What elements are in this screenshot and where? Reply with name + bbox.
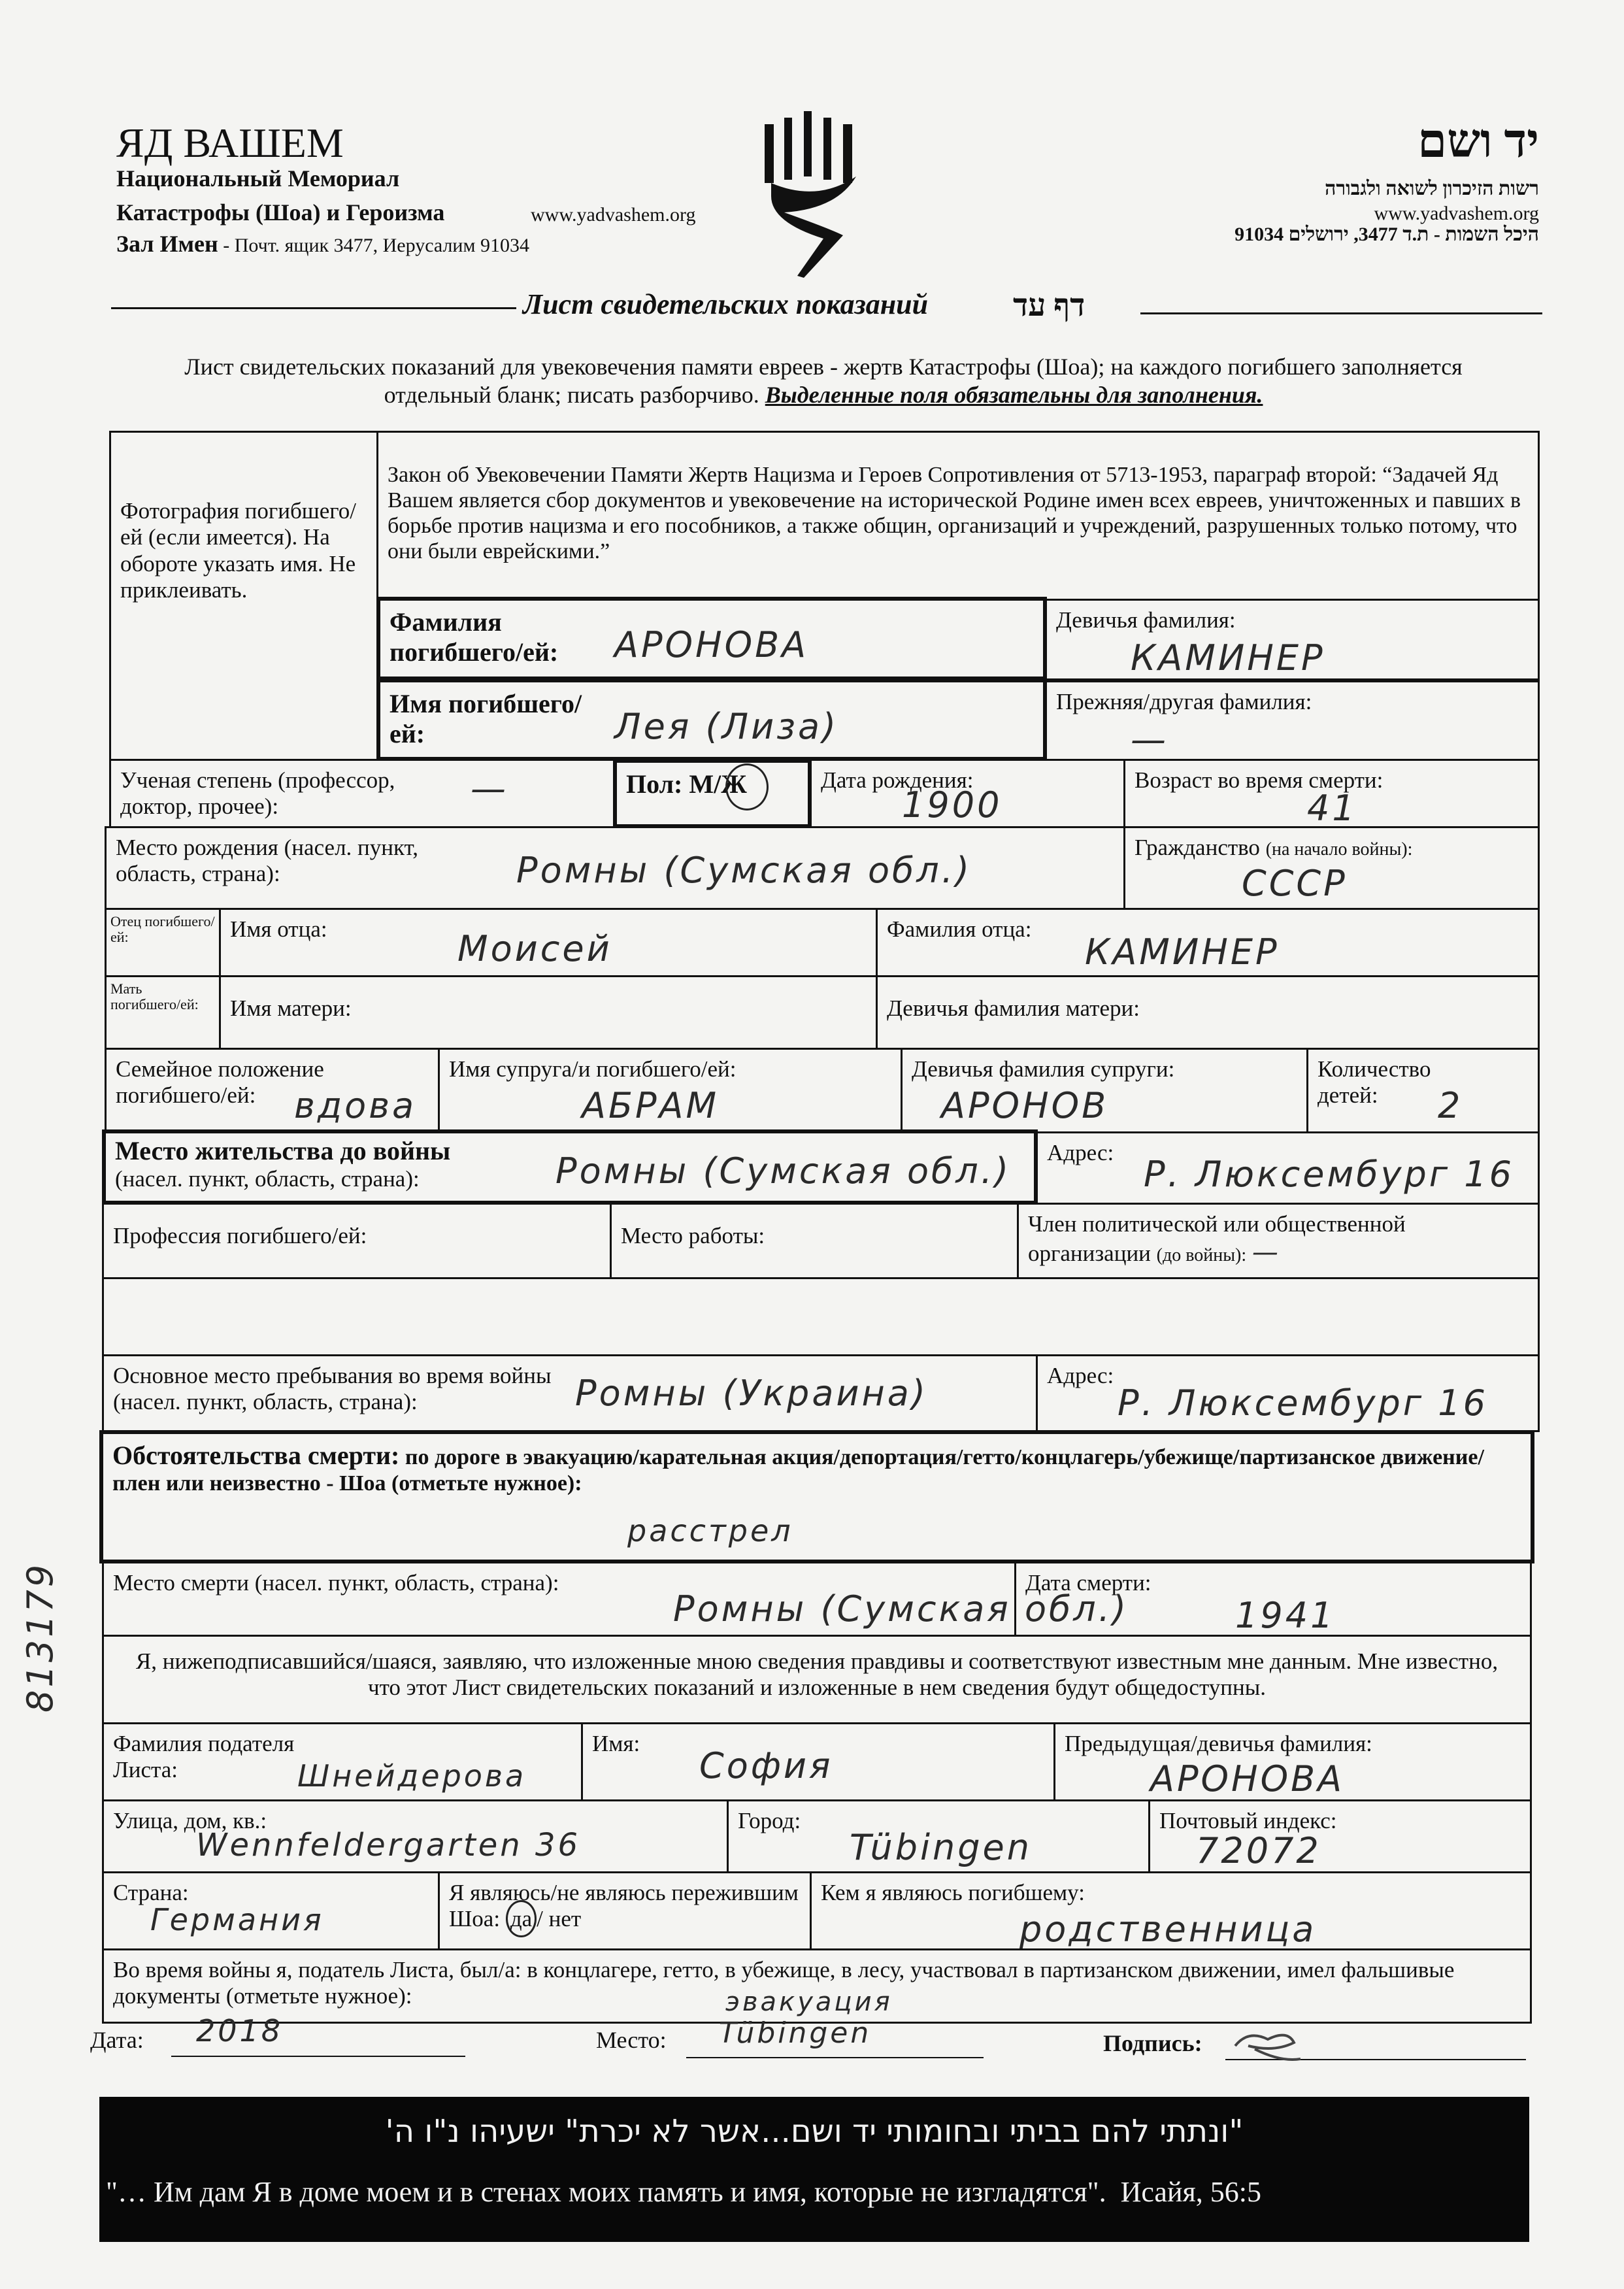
postcode-value: 72072 <box>1196 1830 1321 1871</box>
postcode-label: Почтовый индекс: <box>1159 1808 1337 1833</box>
org-name-ru: ЯД ВАШЕМ <box>116 120 344 166</box>
law-text-content: Закон об Увековечении Памяти Жертв Нацизма и Героев Сопротивления от 5713-1953, параграф второй: “Задачей Яд Вашем является сбор документов и увековечение на исторической Родине имен всех евреев, уничтоженных и павших в борьбе против нацизма и его пособников, а также общин, организаций и учреждений, разрушенных только потому, что они были еврейскими.” <box>388 463 1521 564</box>
quote-banner <box>99 2097 1529 2242</box>
photo-note: Фотография погибшего/ей (если имеется). На обороте указать имя. Не приклеивать. <box>120 498 356 603</box>
hall-label: Зал Имен <box>116 231 218 257</box>
degree-value: — <box>471 768 508 809</box>
submitter-surname-value: Шнейдерова <box>297 1758 527 1794</box>
banner-russian: "… Им дам Я в доме моем и в стенах моих память и имя, которые не изгладятся". <box>106 2176 1106 2208</box>
war-status-value: эвакуация <box>725 1987 893 2017</box>
sex-circle-mark <box>725 763 769 810</box>
date-line <box>171 2056 465 2057</box>
war-residence-value: Ромны (Украина) <box>575 1373 928 1414</box>
birth-place-label: Место рождения (насел. пункт, область, страна): <box>116 835 418 887</box>
relation-label: Кем я являюсь погибшему: <box>821 1880 1085 1905</box>
citizenship-label: Гражданство <box>1135 835 1260 860</box>
mother-maiden-field[interactable] <box>876 975 1540 1050</box>
intro-text <box>150 353 1497 409</box>
org-name-he: יד ושם <box>1417 115 1539 167</box>
first-name-label: Имя погибшего/ей: <box>389 689 582 748</box>
degree-field[interactable] <box>109 759 615 828</box>
title-rule-left <box>111 307 516 309</box>
survivor-label: Я являюсь/не являюсь пережившим Шоа: <box>449 1880 799 1932</box>
death-place-value: Ромны (Сумская обл.) <box>673 1588 1129 1629</box>
form-title: Лист свидетельских показаний <box>523 288 929 320</box>
org-he-line1: רשות הזיכרון לשואה ולגבורה <box>1325 178 1539 199</box>
prewar-residence-label-bold: Место жительства до войны <box>115 1136 451 1165</box>
submitter-maiden-value: АРОНОВА <box>1150 1758 1345 1799</box>
surname-value: АРОНОВА <box>614 624 809 665</box>
country-label: Страна: <box>113 1880 189 1905</box>
death-circumstances-field[interactable] <box>99 1430 1534 1563</box>
prewar-address-value: Р. Люксембург 16 <box>1144 1154 1515 1195</box>
birth-date-value: 1900 <box>902 784 1003 826</box>
war-status-label: Во время войны я, податель Листа, был/а: в концлагере, гетто, в убежище, в лесу, участвовал в партизанском движении, имел фальшивые документы (отметьте нужное): <box>113 1957 1455 2009</box>
mother-maiden-label: Девичья фамилия матери: <box>887 995 1140 1021</box>
street-label: Улица, дом, кв.: <box>113 1808 267 1833</box>
age-label: Возраст во время смерти: <box>1135 767 1384 793</box>
father-surname-value: КАМИНЕР <box>1085 931 1280 973</box>
submitter-maiden-label: Предыдущая/девичья фамилия: <box>1065 1731 1372 1756</box>
profession-field[interactable] <box>102 1203 612 1279</box>
city-label: Город: <box>738 1808 801 1833</box>
father-tag-text: Отец погибшего/ей: <box>110 913 215 946</box>
surname-label: Фамилия погибшего/ей: <box>389 607 559 667</box>
age-value: 41 <box>1307 788 1357 829</box>
survivor-field[interactable] <box>438 1871 812 1950</box>
mother-tag-text: Мать погибшего/ей: <box>110 980 199 1013</box>
workplace-label: Место работы: <box>621 1223 765 1248</box>
citizenship-label-small: (на начало войны): <box>1265 839 1413 860</box>
war-residence-label: Основное место пребывания во время войны (насел. пункт, область, страна): <box>113 1363 552 1415</box>
maiden-label: Девичья фамилия: <box>1056 607 1236 633</box>
org-line2: Катастрофы (Шоа) и Героизма <box>116 199 445 226</box>
maiden-value: КАМИНЕР <box>1131 637 1325 678</box>
intro-plain: Лист свидетельских показаний для увековечения памяти евреев - жертв Катастрофы (Шоа); на каждого погибшего заполняется отдельный бланк; писать разборчиво. <box>184 354 1463 409</box>
death-place-label: Место смерти (насел. пункт, область, страна): <box>113 1570 559 1596</box>
spouse-maiden-value: АРОНОВ <box>941 1085 1109 1126</box>
banner-citation: Исайя, 56:5 <box>1120 2176 1261 2208</box>
blank-row[interactable] <box>102 1277 1540 1356</box>
mother-name-label: Имя матери: <box>230 995 352 1021</box>
submitter-name-label: Имя: <box>592 1731 640 1756</box>
org-line1: Национальный Мемориал <box>116 165 400 192</box>
mother-tag <box>105 975 221 1050</box>
survivor-no[interactable]: нет <box>548 1906 582 1932</box>
spouse-maiden-label: Девичья фамилия супруги: <box>912 1056 1175 1082</box>
url-right: www.yadvashem.org <box>1374 203 1539 224</box>
prewar-residence-label: (насел. пункт, область, страна): <box>115 1166 420 1192</box>
banner-hebrew: "ונתתי להם בביתי ובחומותי יד ושם...אשר לא יכרת" ישעיהו נ"ו ה' <box>385 2113 1244 2150</box>
marital-value: вдова <box>294 1085 417 1126</box>
place-value[interactable]: Tübingen <box>719 2016 872 2050</box>
father-tag <box>105 908 221 977</box>
workplace-field[interactable] <box>610 1203 1019 1279</box>
spouse-name-value: АБРАМ <box>582 1085 720 1126</box>
submitter-name-value: София <box>699 1745 833 1786</box>
yad-vashem-logo-icon <box>758 105 876 281</box>
birth-place-value: Ромны (Сумская обл.) <box>516 850 972 891</box>
relation-value: родственница <box>1019 1909 1317 1950</box>
father-name-value: Моисей <box>457 928 612 969</box>
photo-cell[interactable] <box>109 431 378 761</box>
profession-label: Профессия погибшего/ей: <box>113 1223 367 1248</box>
org-member-label: Член политической или общественной организации <box>1028 1211 1406 1267</box>
margin-archive-number: 813179 <box>20 1562 61 1713</box>
death-circumstances-value: расстрел <box>627 1513 793 1548</box>
survivor-yes[interactable]: да <box>506 1900 537 1937</box>
org-member-value: — <box>1251 1237 1281 1268</box>
place-label: Место: <box>596 2027 667 2053</box>
org-member-label-small: (до войны): <box>1156 1245 1247 1266</box>
title-rule-right <box>1140 312 1542 314</box>
hall-address-text: - Почт. ящик 3477, Иерусалим 91034 <box>218 235 529 256</box>
declaration <box>102 1635 1532 1724</box>
citizenship-value: СССР <box>1242 863 1348 904</box>
death-date-label: Дата смерти: <box>1025 1570 1152 1596</box>
first-name-value: Лея (Лиза) <box>614 706 839 747</box>
degree-label: Ученая степень (профессор, доктор, прочее): <box>120 767 395 820</box>
url-left: www.yadvashem.org <box>531 204 696 226</box>
father-name-label: Имя отца: <box>230 916 327 942</box>
signature-scribble-icon[interactable] <box>1229 2026 1307 2065</box>
law-text <box>376 431 1540 601</box>
city-value: Tübingen <box>850 1827 1033 1868</box>
country-value: Германия <box>150 1902 324 1937</box>
prewar-address-label: Адрес: <box>1047 1140 1114 1165</box>
birth-date-label: Дата рождения: <box>821 767 974 793</box>
banner-russian-line <box>106 2175 1523 2209</box>
other-surname-value: — <box>1131 719 1168 760</box>
address-he: היכל השמות - ת.ד 3477, ירושלים 91034 <box>1235 224 1539 245</box>
hall-address <box>116 230 529 258</box>
declaration-text: Я, нижеподписавшийся/шаяся, заявляю, что изложенные мною сведения правдивы и соответствуют известным мне данным. Мне известно, что этот Лист свидетельских показаний и изложенные в нем сведения будут общедоступны. <box>135 1648 1499 1701</box>
prewar-residence-value: Ромны (Сумская обл.) <box>555 1150 1012 1192</box>
survivor-sep: / <box>537 1906 549 1932</box>
other-surname-label: Прежняя/другая фамилия: <box>1056 689 1312 714</box>
form-title-he: דף עד <box>1013 288 1085 323</box>
date-value[interactable]: 2018 <box>196 2013 284 2048</box>
date-label: Дата: <box>90 2027 144 2053</box>
father-surname-label: Фамилия отца: <box>887 916 1032 942</box>
war-address-label: Адрес: <box>1047 1363 1114 1388</box>
intro-bold: Выделенные поля обязательны для заполнения. <box>765 382 1263 409</box>
place-line <box>686 2057 984 2058</box>
death-date-value: 1941 <box>1235 1595 1336 1636</box>
spouse-name-label: Имя супруга/и погибшего/ей: <box>449 1056 737 1082</box>
death-circumstances-label-bold: Обстоятельства смерти: <box>112 1441 400 1470</box>
children-value: 2 <box>1438 1085 1463 1126</box>
war-address-value: Р. Люксембург 16 <box>1118 1382 1489 1424</box>
death-circumstances-label: по дороге в эвакуацию/карательная акция/депортация/гетто/концлагерь/убежище/партизанское движение/плен или неизвестно - Шоа (отметьте нужное): <box>112 1445 1484 1495</box>
sex-field[interactable] <box>613 759 812 828</box>
mother-name-field[interactable] <box>219 975 878 1050</box>
children-label: Количество детей: <box>1317 1056 1431 1109</box>
street-value: Wennfeldergarten 36 <box>196 1827 581 1863</box>
submitter-surname-label: Фамилия подателя Листа: <box>113 1731 295 1783</box>
marital-label: Семейное положение погибшего/ей: <box>116 1056 324 1109</box>
org-member-field[interactable] <box>1017 1203 1540 1279</box>
signature-label: Подпись: <box>1103 2030 1202 2056</box>
children-field[interactable] <box>1306 1048 1540 1133</box>
other-surname-field[interactable] <box>1045 680 1540 761</box>
sex-label: Пол: М/Ж <box>626 769 747 799</box>
